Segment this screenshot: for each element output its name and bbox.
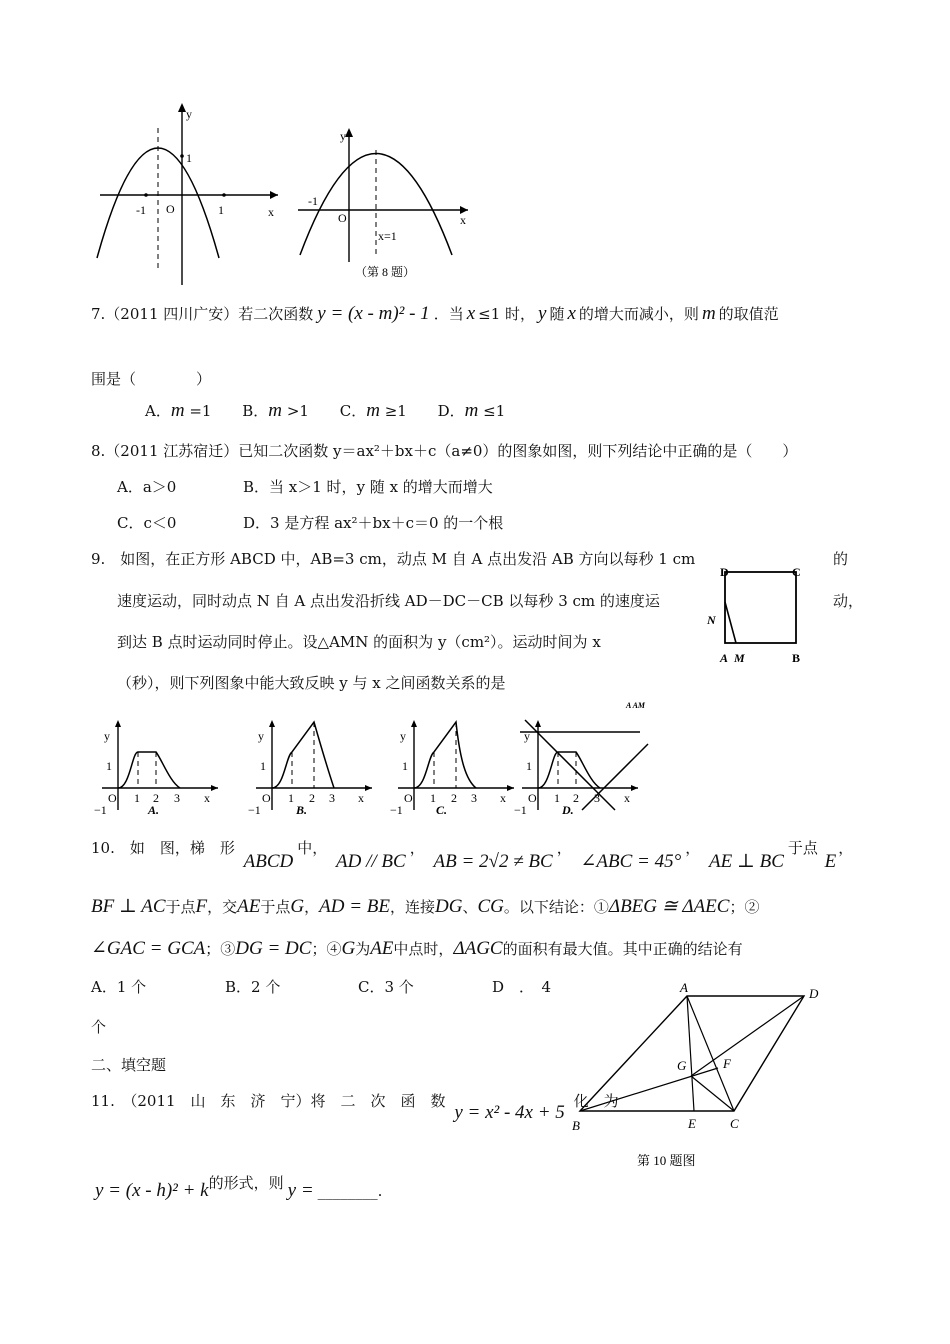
svg-text:1: 1 bbox=[554, 791, 560, 805]
q10-label-a: A bbox=[680, 980, 688, 995]
q8-option-d[interactable]: D．3 是方程 ax²＋bx＋c＝0 的一个根 bbox=[243, 514, 504, 532]
q10-option-b[interactable]: B．2 个 bbox=[225, 978, 281, 996]
q11-line2: y = (x - h)² + k的形式，则 y = ________. bbox=[95, 1174, 383, 1201]
svg-text:O: O bbox=[404, 791, 413, 805]
q10-label-d: D bbox=[809, 986, 819, 1001]
q9-line4: （秒），则下列图象中能大致反映 y 与 x 之间函数关系的是 bbox=[117, 674, 506, 692]
svg-text:O: O bbox=[108, 791, 117, 805]
svg-text:2: 2 bbox=[153, 791, 159, 805]
q7-figure bbox=[0, 0, 950, 300]
right-axis-eq-label: x=1 bbox=[378, 229, 397, 243]
right-x-label: x bbox=[460, 213, 466, 227]
svg-text:x: x bbox=[624, 791, 630, 805]
svg-text:−1: −1 bbox=[514, 803, 527, 817]
q10-label-g: G bbox=[677, 1058, 687, 1073]
right-origin-label: O bbox=[338, 211, 347, 225]
svg-text:3: 3 bbox=[594, 791, 600, 805]
q10-line1: 10. 如 图，梯 形 ABCD中， AD // BC， AB = 2√2 ≠ BC， ∠ABC = 45°， AE ⊥ BC于点 E， bbox=[91, 839, 854, 872]
sq-label-a: A bbox=[720, 651, 729, 665]
q11-formula: y = x² - 4x + 5 bbox=[454, 1102, 565, 1123]
svg-text:O: O bbox=[528, 791, 537, 805]
svg-text:D.: D. bbox=[562, 803, 574, 817]
q7-option-b[interactable]: B．m >1 bbox=[242, 400, 309, 421]
svg-text:y: y bbox=[524, 729, 530, 743]
q10-line3: ∠GAC = GCA；③DG = DC；④G为AE中点时，ΔAGC的面积有最大值。其中正确的结论有 bbox=[91, 938, 743, 959]
svg-text:3: 3 bbox=[174, 791, 180, 805]
q8-option-c[interactable]: C．c＜0 bbox=[117, 514, 177, 532]
q9-line3: 到达 B 点时运动同时停止。设△AMN 的面积为 y（cm²）。运动时间为 x bbox=[117, 633, 601, 651]
q9-square-figure bbox=[700, 560, 820, 670]
q9-option-graphs bbox=[0, 701, 950, 820]
q7-formula: y = (x - m)² - 1 bbox=[317, 303, 430, 324]
svg-text:2: 2 bbox=[309, 791, 315, 805]
svg-text:2: 2 bbox=[451, 791, 457, 805]
svg-text:1: 1 bbox=[134, 791, 140, 805]
svg-text:B.: B. bbox=[296, 803, 308, 817]
left-origin-label: O bbox=[166, 202, 175, 216]
q10-line2: BF ⊥ AC于点F，交AE于点G，AD = BE，连接DG、CG。以下结论：①ΔBEG ≅ ΔAEC；② bbox=[91, 896, 760, 917]
sq-label-d: D bbox=[720, 565, 729, 579]
q9-line2-tail: 动， bbox=[833, 592, 864, 610]
q9-graph-d[interactable] bbox=[514, 701, 648, 817]
svg-text:1: 1 bbox=[288, 791, 294, 805]
left-y-label: y bbox=[186, 107, 192, 121]
svg-text:O: O bbox=[262, 791, 271, 805]
svg-text:x: x bbox=[500, 791, 506, 805]
q9-line1: 9. 如图，在正方形 ABCD 中，AB=3 cm，动点 M 自 A 点出发沿 AB 方向以每秒 1 cm bbox=[91, 550, 696, 568]
q11-answer-blank[interactable]: ________ bbox=[317, 1182, 378, 1200]
sq-label-m: M bbox=[734, 651, 745, 665]
q7-line2: 围是（ ） bbox=[91, 370, 212, 388]
q11-line1: 11. （2011 山 东 济 宁）将 二 次 函 数 y = x² - 4x + 5 化 为 bbox=[91, 1092, 619, 1123]
q10-figure bbox=[565, 980, 865, 1170]
svg-text:A.: A. bbox=[148, 803, 160, 817]
svg-text:1: 1 bbox=[106, 759, 112, 773]
svg-text:y: y bbox=[258, 729, 264, 743]
svg-text:x: x bbox=[358, 791, 364, 805]
svg-text:−1: −1 bbox=[94, 803, 107, 817]
svg-text:−1: −1 bbox=[390, 803, 403, 817]
left-one-label: 1 bbox=[186, 151, 192, 165]
svg-text:1: 1 bbox=[430, 791, 436, 805]
svg-text:3: 3 bbox=[471, 791, 477, 805]
q9-graph-b[interactable] bbox=[248, 720, 372, 817]
q10-option-d[interactable]: D ． 4 bbox=[492, 978, 552, 996]
q7-line1: 7.（2011 四川广安）若二次函数 y = (x - m)² - 1 ．当 x ≤1 时， y 随 x 的增大而减小，则 m 的取值范 bbox=[91, 303, 779, 324]
q10-option-a[interactable]: A．1 个 bbox=[91, 978, 147, 996]
q9-corner-label: A AM bbox=[626, 701, 646, 710]
q10-option-c[interactable]: C．3 个 bbox=[358, 978, 414, 996]
q10-label-f: F bbox=[723, 1056, 731, 1071]
sq-label-c: C bbox=[792, 565, 801, 579]
left-x-one-label: 1 bbox=[218, 203, 224, 217]
svg-text:3: 3 bbox=[329, 791, 335, 805]
q9-line1-tail: 的 bbox=[833, 550, 849, 568]
svg-text:C.: C. bbox=[436, 803, 448, 817]
q10-option-d-tail: 个 bbox=[91, 1018, 107, 1036]
q7-option-c[interactable]: C．m ≥1 bbox=[339, 400, 407, 421]
right-minus-one-label: -1 bbox=[308, 194, 318, 208]
section-title: 二、填空题 bbox=[91, 1056, 167, 1074]
q10-label-e: E bbox=[688, 1116, 696, 1131]
q7-option-d[interactable]: D．m ≤1 bbox=[437, 400, 506, 421]
svg-text:y: y bbox=[400, 729, 406, 743]
q10-figure-caption: 第 10 题图 bbox=[637, 1153, 696, 1168]
right-y-label: y bbox=[340, 129, 346, 143]
q8-option-b[interactable]: B．当 x＞1 时，y 随 x 的增大而增大 bbox=[243, 478, 493, 496]
q8-stem: 8.（2011 江苏宿迁）已知二次函数 y＝ax²＋bx＋c（a≠0）的图象如图，则下列结论中正确的是（ ） bbox=[91, 442, 798, 460]
q10-label-c: C bbox=[730, 1116, 739, 1131]
svg-text:1: 1 bbox=[260, 759, 266, 773]
svg-text:1: 1 bbox=[402, 759, 408, 773]
sq-label-b: B bbox=[792, 651, 801, 665]
q9-graph-c[interactable] bbox=[390, 720, 514, 817]
q7-option-a[interactable]: A．m =1 bbox=[145, 400, 212, 421]
q10-label-b: B bbox=[572, 1118, 580, 1133]
svg-text:1: 1 bbox=[526, 759, 532, 773]
q9-line2: 速度运动，同时动点 N 自 A 点出发沿折线 AD－DC－CB 以每秒 3 cm 的速度运 bbox=[117, 592, 660, 610]
svg-text:x: x bbox=[204, 791, 210, 805]
left-minus-one-label: -1 bbox=[136, 203, 146, 217]
q8-option-a[interactable]: A．a＞0 bbox=[117, 478, 177, 496]
q9-graph-a[interactable] bbox=[94, 720, 218, 817]
svg-text:2: 2 bbox=[573, 791, 579, 805]
svg-text:−1: −1 bbox=[248, 803, 261, 817]
left-x-label: x bbox=[268, 205, 274, 219]
q7-options bbox=[145, 400, 505, 422]
svg-text:y: y bbox=[104, 729, 110, 743]
right-figure-caption: （第 8 题） bbox=[355, 265, 416, 279]
sq-label-n: N bbox=[707, 613, 716, 627]
